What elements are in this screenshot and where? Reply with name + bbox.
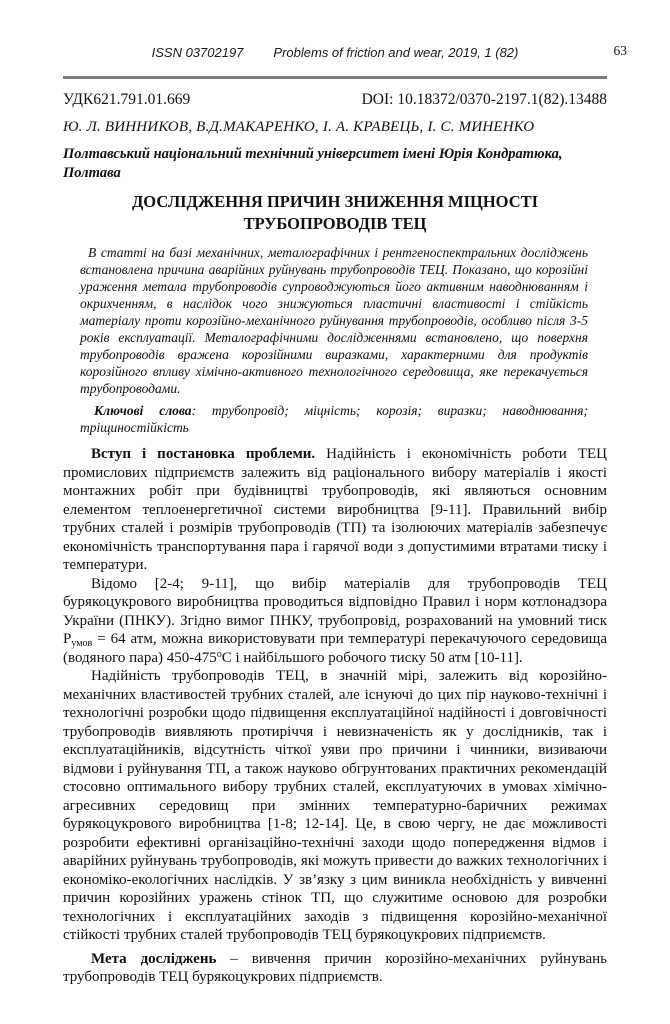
paragraph-research-goal-text: – вивчення причин корозійно-механічних руйнувань трубопроводів ТЕЦ бурякоцукрових підприємств. bbox=[63, 950, 607, 985]
running-header bbox=[63, 0, 627, 61]
paragraph-introduction bbox=[63, 445, 607, 575]
paragraph-materials-choice bbox=[63, 575, 607, 668]
paragraph-research-goal-lead: Мета досліджень bbox=[91, 950, 217, 967]
paragraph-reliability: Надійність трубопроводів ТЕЦ, в значній мірі, залежить від корозійно-механічних властивостей трубних сталей, але існуючі до цих пір науково-технічні і технологічні розробки щодо підвищення експлуатаційної надійності і довговічності трубопроводів виявляють протиріччя і невизначеність як у дослідників, так і експлуатаційників, відсутність чіткої уяви про причини і чинники, визиваючи відмови і руйнування ТП, а також науково обгрунтованих практичних рекомендацій стосовно оптимального вибору трубних сталей, експлуатуючих в умовах хімічно-агресивних середовищ при змінних температурно-баричних режимах бурякоцукрового виробництва [1-8; 12-14]. Це, в свою чергу, не дає можливості розробити ефективні організаційно-технічні заходи щодо попередження відмов і аварійних руйнувань трубопроводів, які можуть привести до важких технологічних і економіко-екологічних наслідків. У зв’язку з цим виникла необхідність у вивченні причин корозійних уражень стінок ТП, що служитиме основою для розробки технологічних і експлуатаційних заходів з підвищення корозійно-механічної стійкості трубних сталей трубопроводів ТЕЦ бурякоцукрових підприємств. bbox=[63, 668, 607, 943]
issn-label: ISSN 03702197 bbox=[151, 45, 244, 60]
paragraph-materials-text-2: = 64 атм, можна використовувати при температурі перекачуючого середовища (водяного пара) 450-475 bbox=[63, 631, 607, 666]
degree-superscript: о bbox=[216, 648, 222, 660]
keywords-text: : трубопровід; міцність; корозія; виразки; наводнювання; тріщиностійкість bbox=[80, 403, 588, 435]
abstract-paragraph: В статті на базі механічних, металографічних і рентгеноспектральних досліджень встановлена причина аварійних руйнувань трубопроводів ТЕЦ. Показано, що корозійні ураження метала трубопроводів супроводжуються його активним наводнюванням і окрихченням, в наслідок чого знижуються пластичні властивості і стійкість матеріалу проти корозійно-механічного руйнування трубопроводів, особливо після 3-5 років експлуатації. Металографічними дослідженнями встановлено, що поверхня трубопроводів вражена корозійними виразками, характерними для продуктів корозійного впливу хімічно-активного технологічного середовища, яке перекачується трубопроводами. bbox=[80, 245, 588, 396]
article-title bbox=[63, 191, 607, 235]
paragraph-introduction-lead: Вступ і постановка проблеми. bbox=[91, 446, 316, 462]
article-title-line2: ТРУБОПРОВОДІВ ТЕЦ bbox=[243, 214, 427, 233]
udc-code: УДК621.791.01.669 bbox=[63, 91, 191, 108]
keywords-paragraph bbox=[80, 402, 588, 436]
pressure-subscript: умов bbox=[71, 638, 93, 649]
authors-line: Ю. Л. ВИННИКОВ, В.Д.МАКАРЕНКО, І. А. КРАВЕЦЬ, І. С. МИНЕНКО bbox=[63, 119, 535, 135]
paragraph-introduction-text: Надійність і економічність роботи ТЕЦ промислових підприємств залежить від раціонального вибору матеріалів і якості монтажних робіт при будівництві трубопроводів, які являються основним елементом теплоенергетичної системи виробництва [9-11]. Правильний вибір трубних сталей і розмірів трубопроводів (ТП) та ізолюючих матеріалів забезпечує економічність транспортування пара і гарячої води з допустимими втратами тиску і температури. bbox=[63, 446, 607, 573]
paragraph-materials-text-1: Відомо [2-4; 9-11], що вибір матеріалів для трубопроводів ТЕЦ бурякоцукрового виробництва проводиться відповідно Правил і норм котлонадзора України (ПНКУ). Згідно вимог ПНКУ, трубопровід, розрахований на умовний тиск Р bbox=[63, 575, 607, 647]
affiliation-line: Полтавський національний технічний університет імені Юрія Кондратюка, Полтава bbox=[63, 146, 563, 181]
paragraph-research-goal bbox=[63, 950, 607, 987]
article-title-line1: ДОСЛІДЖЕННЯ ПРИЧИН ЗНИЖЕННЯ МІЦНОСТІ bbox=[131, 192, 539, 211]
page-number: 63 bbox=[613, 43, 627, 58]
doi-code: DOI: 10.18372/0370-2197.1(82).13488 bbox=[361, 91, 607, 108]
paragraph-materials-text-3: С і найбільшого робочого тиску 50 атм [10-11]. bbox=[221, 649, 523, 666]
keywords-label: Ключові слова bbox=[94, 403, 192, 418]
header-rule bbox=[63, 76, 607, 79]
journal-title: Problems of friction and wear, 2019, 1 (82) bbox=[273, 45, 519, 60]
meta-row bbox=[63, 90, 607, 110]
